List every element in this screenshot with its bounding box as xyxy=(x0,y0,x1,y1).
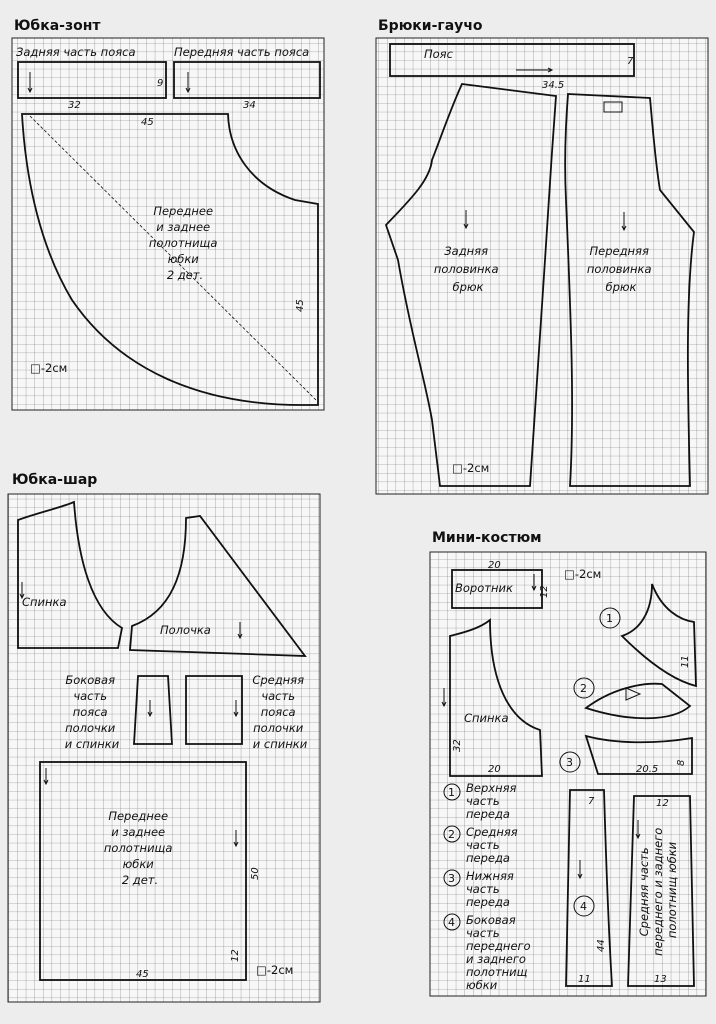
title-mini-suit: Мини-костюм xyxy=(432,530,542,546)
title-balloon-skirt: Юбка-шар xyxy=(12,472,98,488)
dim-belt-length: 34.5 xyxy=(542,80,565,91)
marker-piece-3: 3 xyxy=(566,756,573,769)
label-front-half: Передняя половинка брюк xyxy=(586,244,652,294)
scale-note-umbrella: □-2см xyxy=(30,361,68,375)
dim-front-waistband-length: 34 xyxy=(243,100,256,111)
dim-back-width: 20 xyxy=(488,764,501,775)
scale-note-gaucho: □-2см xyxy=(452,461,490,475)
dim-collar-height: 12 xyxy=(539,585,550,598)
dim-balloon-side: 50 xyxy=(250,867,261,880)
legend-num-3: 3 xyxy=(448,872,455,885)
scale-note-mini: □-2см xyxy=(564,567,602,581)
marker-piece-1: 1 xyxy=(606,612,613,625)
label-balloon-back: Спинка xyxy=(22,595,67,609)
dim-belt-height: 7 xyxy=(627,56,634,67)
label-umbrella-panel: Переднее и заднее полотнища юбки 2 дет. xyxy=(148,204,218,282)
label-balloon-panel: Переднее и заднее полотнища юбки 2 дет. xyxy=(103,809,173,887)
dim-piece-1: 11 xyxy=(680,655,691,668)
legend-text-3: Нижняя часть переда xyxy=(466,869,514,909)
label-side-yoke: Боковая часть пояса полочки и спинки xyxy=(64,673,120,751)
label-balloon-front: Полочка xyxy=(160,623,211,637)
dim-waistband-height: 9 xyxy=(157,78,164,89)
dim-center-bottom: 13 xyxy=(654,974,667,985)
dim-balloon-corner: 12 xyxy=(230,949,241,962)
label-collar: Воротник xyxy=(455,581,513,595)
label-belt: Пояс xyxy=(424,47,453,61)
legend-num-2: 2 xyxy=(448,828,455,841)
legend-text-2: Средняя часть переда xyxy=(466,825,518,865)
grid-gaucho-trousers xyxy=(376,38,708,494)
dim-collar-length: 20 xyxy=(488,560,501,571)
dim-skirt-top-length: 45 xyxy=(141,117,154,128)
legend-text-1: Верхняя часть переда xyxy=(466,781,517,821)
dim-back-height: 32 xyxy=(452,739,463,752)
label-mini-back: Спинка xyxy=(464,711,509,725)
legend-num-1: 1 xyxy=(448,786,455,799)
marker-piece-4: 4 xyxy=(580,900,587,913)
marker-piece-2: 2 xyxy=(580,682,587,695)
label-back-half: Задняя половинка брюк xyxy=(433,244,499,294)
legend-text-4: Боковая часть переднего и заднего полотнищ юбки xyxy=(466,913,531,992)
scale-note-balloon: □-2см xyxy=(256,963,294,977)
dim-piece-4-top: 7 xyxy=(588,796,595,807)
dim-piece-4-bottom: 11 xyxy=(578,974,591,985)
title-gaucho-trousers: Брюки-гаучо xyxy=(378,18,483,34)
dim-balloon-bottom: 45 xyxy=(136,969,149,980)
label-center-yoke: Средняя часть пояса полочки и спинки xyxy=(252,673,308,751)
dim-skirt-side-length: 45 xyxy=(295,299,306,312)
dim-piece-3-width: 20.5 xyxy=(636,764,659,775)
label-center-panel: Средняя часть переднего и заднего полотнищ юбки xyxy=(637,827,679,956)
dim-piece-3-height: 8 xyxy=(676,759,687,766)
dim-piece-4-length: 44 xyxy=(596,939,607,952)
dim-center-top: 12 xyxy=(656,798,669,809)
dim-back-waistband-length: 32 xyxy=(68,100,81,111)
title-umbrella-skirt: Юбка-зонт xyxy=(14,18,101,34)
label-front-waistband: Передняя часть пояса xyxy=(174,45,310,59)
label-back-waistband: Задняя часть пояса xyxy=(16,45,136,59)
legend-num-4: 4 xyxy=(448,916,455,929)
